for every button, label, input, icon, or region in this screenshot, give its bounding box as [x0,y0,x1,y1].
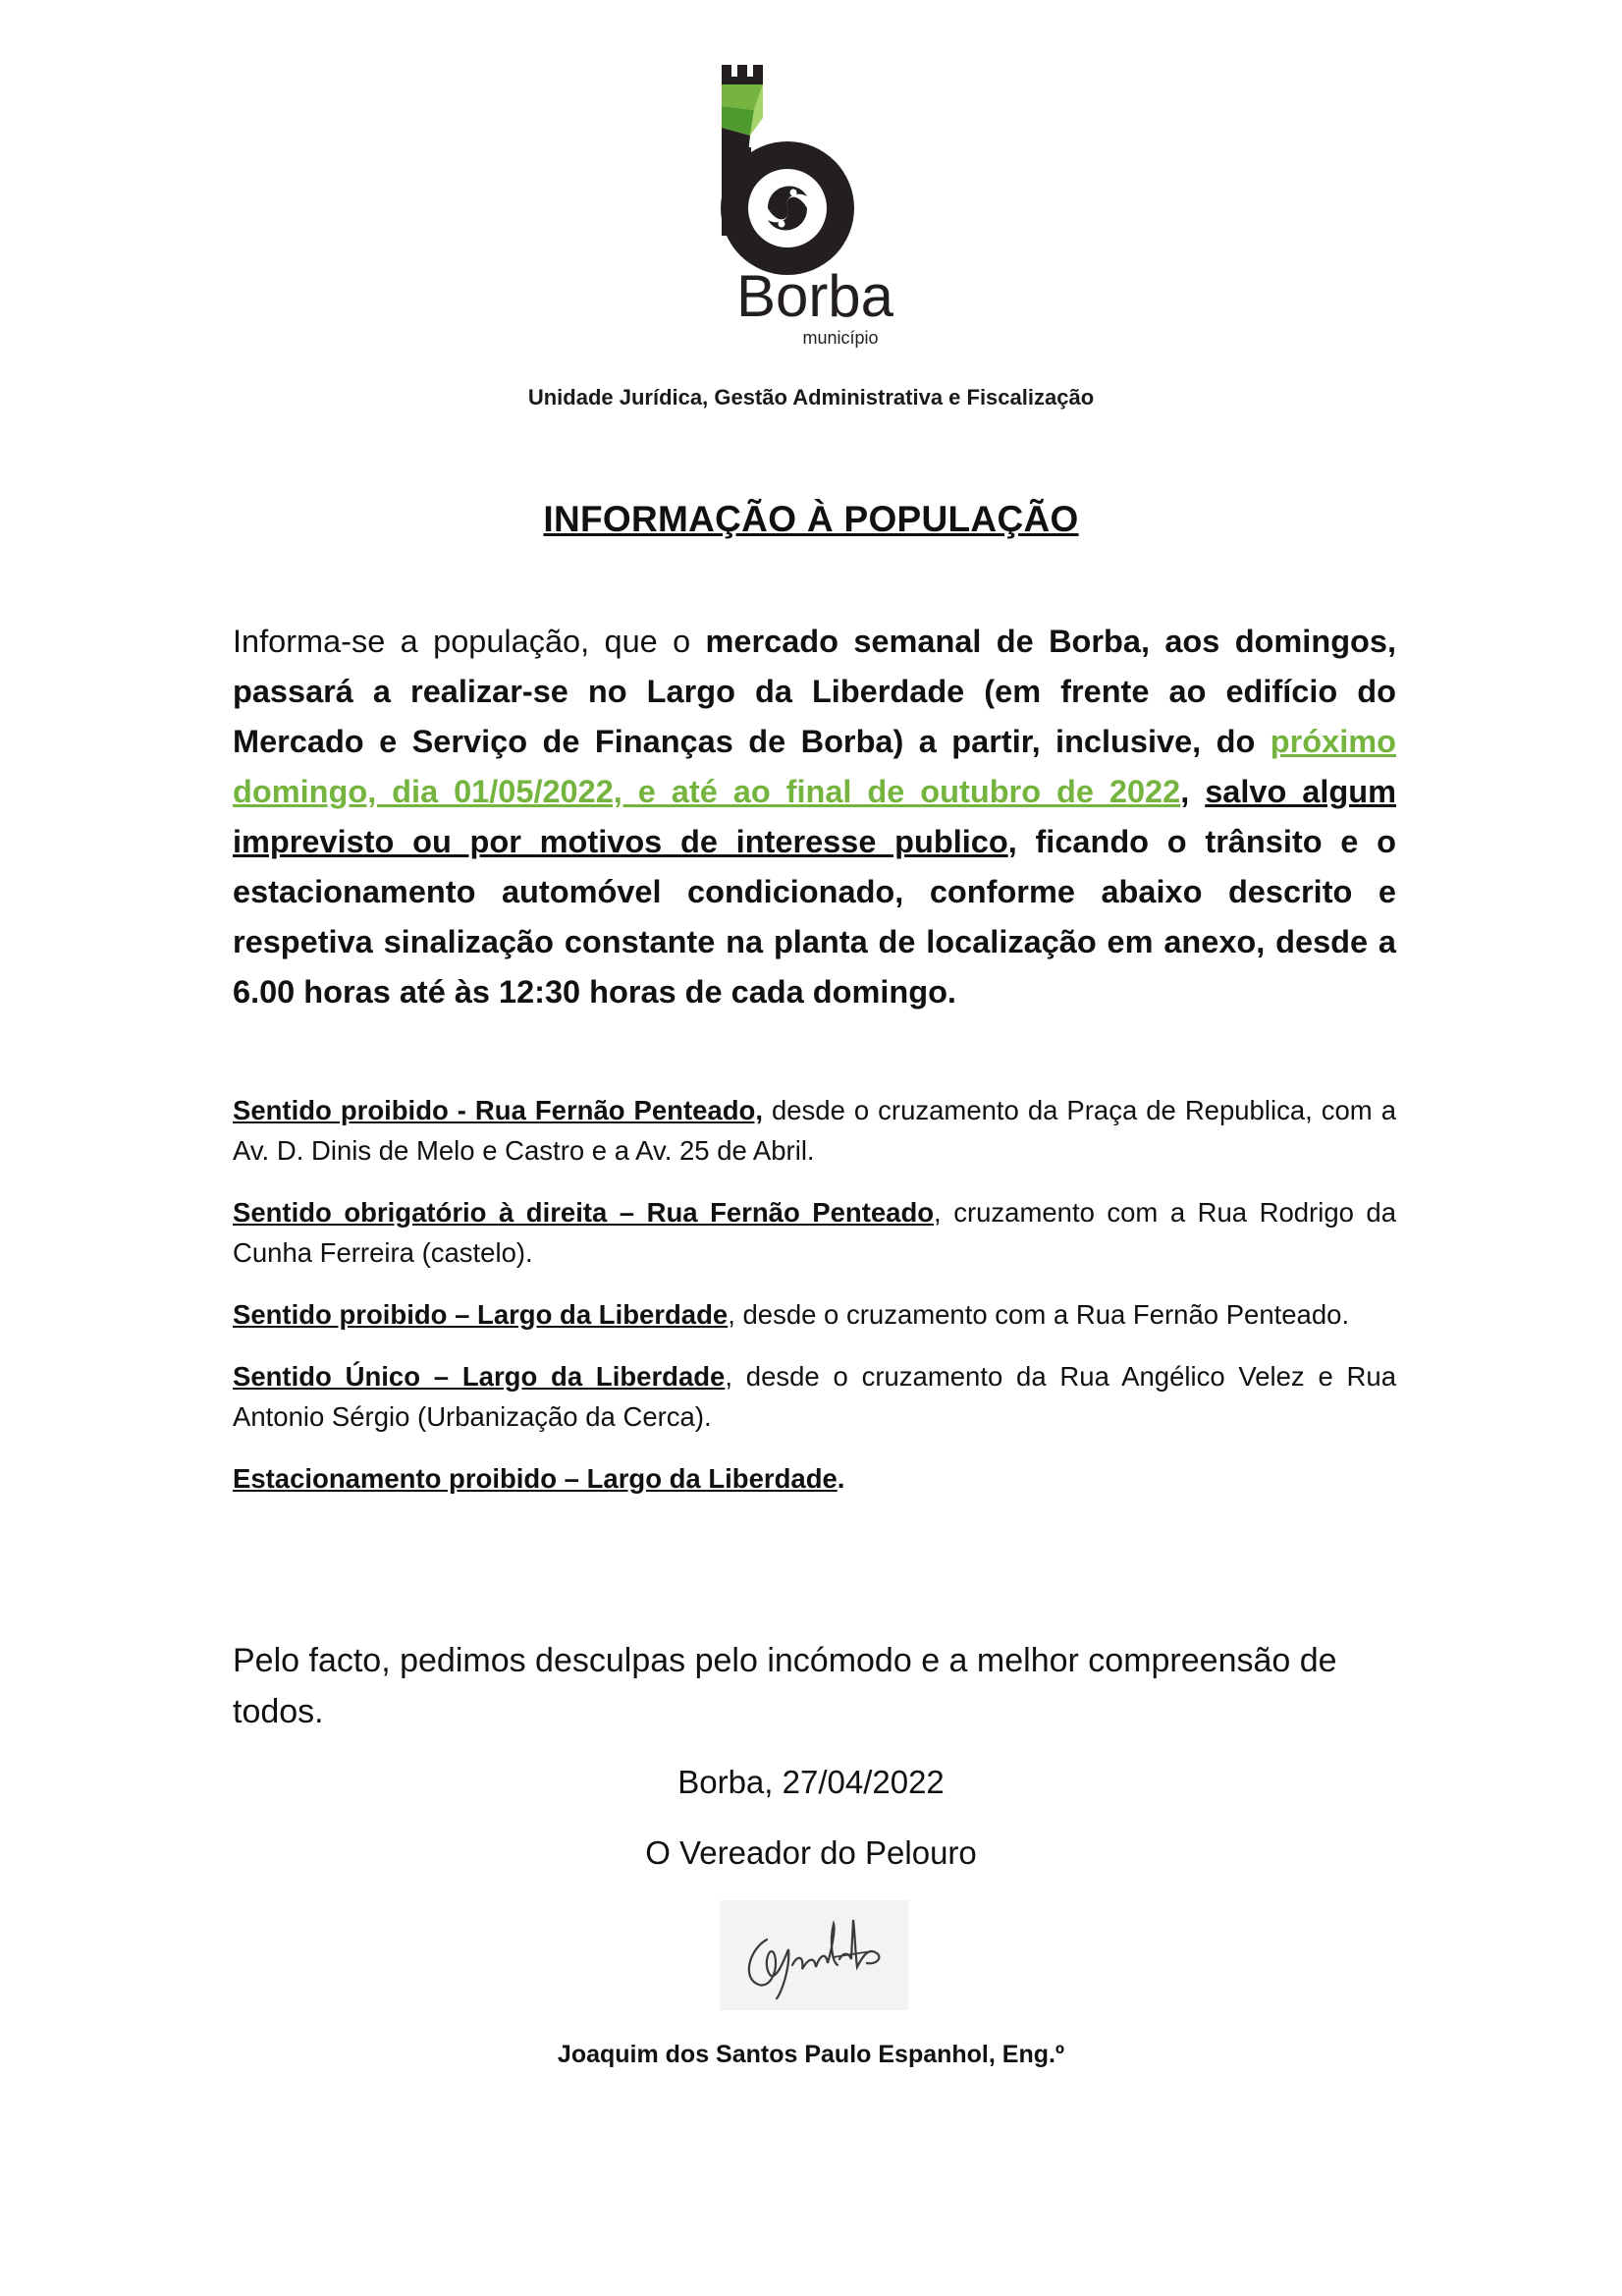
traffic-rule-text: , desde o cruzamento da Rua Angélico Velez e Rua Antonio Sérgio (Urbanização da Cerca). [233,1361,1396,1432]
traffic-rule [233,1294,1396,1335]
notice-paragraph [233,617,1396,1017]
traffic-rule-label: Sentido obrigatório à direita – Rua Fernão Penteado [233,1197,935,1228]
traffic-rule-label: Sentido proibido – Largo da Liberdade [233,1299,729,1330]
traffic-rule-text: , cruzamento com a Rua Rodrigo da Cunha Ferreira (castelo). [233,1197,1396,1268]
traffic-rule-label: Sentido proibido - Rua Fernão Penteado, [233,1095,763,1125]
date-line: Borba, 27/04/2022 [677,1764,945,1800]
traffic-rule [233,1192,1396,1273]
notice-market-details: mercado semanal de Borba, aos domingos, passará a realizar-se no Largo da Liberdade (em frente ao edifício do Mercado e Serviço de Finanças de Borba) a partir, inclusive, do [233,624,1397,759]
notice-date-range: próximo domingo, dia 01/05/2022, e até ao final de outubro de 2022 [233,724,1396,809]
traffic-rule-label: Estacionamento proibido – Largo da Liberdade [233,1463,838,1494]
logo-subtitle: município [802,328,879,348]
notice-conditions: , ficando o trânsito e o estacionamento automóvel condicionado, conforme abaixo descrito e respetiva sinalização constante na planta de localização em anexo, desde a 6.00 horas até às 12:30 horas de cada domingo. [233,824,1396,1010]
borba-municipio-logo-icon [707,59,923,354]
traffic-rule-text: , desde o cruzamento com a Rua Fernão Penteado. [728,1299,1350,1330]
traffic-rule [233,1458,1396,1499]
traffic-rule-text: . [837,1463,845,1494]
signer-role: O Vereador do Pelouro [645,1834,977,1871]
notice-comma: , [1180,774,1206,809]
closing-paragraph: Pelo facto, pedimos desculpas pelo incómodo e a melhor compreensão de todos. [233,1642,1337,1730]
notice-exception: salvo algum imprevisto ou por motivos de interesse publico [233,774,1396,859]
logo-name: Borba [735,263,894,329]
traffic-rule [233,1090,1396,1171]
notice-intro: Informa-se a população, que o [233,624,706,659]
unit-name: Unidade Jurídica, Gestão Administrativa e Fiscalização [527,385,1095,410]
signer-name: Joaquim dos Santos Paulo Espanhol, Eng.º [557,2041,1065,2068]
handwritten-signature-icon [720,1900,908,2010]
page-title: INFORMAÇÃO À POPULAÇÃO [543,499,1079,539]
traffic-rules-list [233,1090,1396,1520]
traffic-rule [233,1356,1396,1437]
traffic-rule-label: Sentido Único – Largo da Liberdade [233,1361,726,1392]
traffic-rule-text: desde o cruzamento da Praça de Republica, com a Av. D. Dinis de Melo e Castro e a Av. 25 de Abril. [233,1095,1396,1166]
